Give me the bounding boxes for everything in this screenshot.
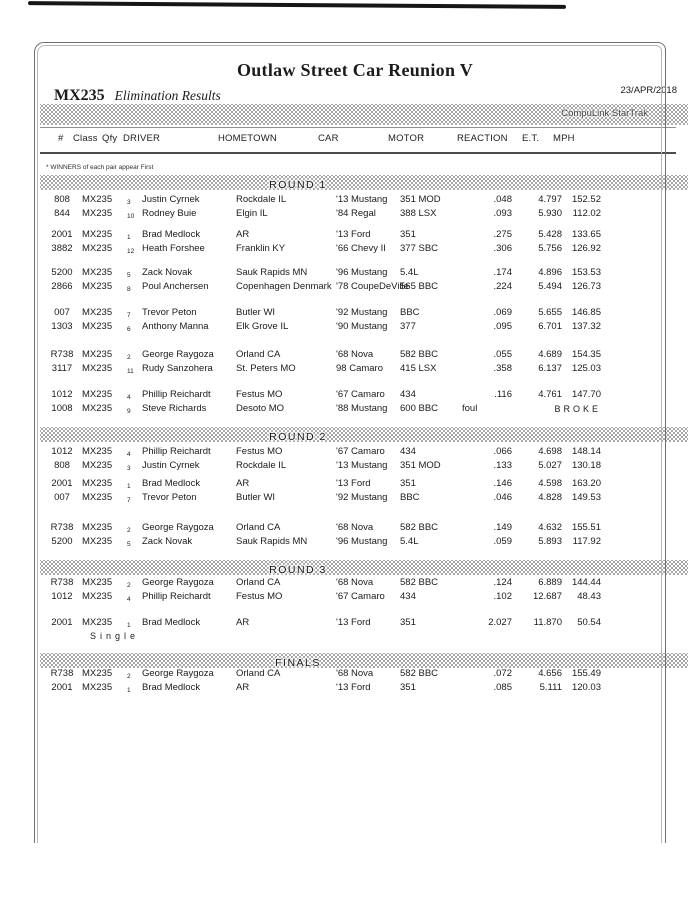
cell-motor: 5.4L [400,267,419,278]
cell-qfy: 3 [127,465,131,472]
cell-mph: BROKE [554,404,601,414]
cell-qfy: 3 [127,199,131,206]
cell-num: 808 [54,194,70,205]
cell-cls: MX235 [82,536,113,547]
column-header-reaction: REACTION [457,133,508,144]
column-header-motor: MOTOR [388,133,425,144]
cell-et: 6.889 [538,577,562,588]
result-row [40,446,688,458]
result-row [40,321,688,333]
cell-mph: 148.14 [571,446,601,457]
round-label: ROUND 2 [269,431,327,443]
cell-driver: Steve Richards [142,403,207,414]
halftone-band-header [40,104,688,125]
cell-hometown: Franklin KY [236,243,286,254]
column-header-: # [58,133,64,144]
cell-car: '13 Mustang [336,194,388,205]
cell-driver: Brad Medlock [142,682,201,693]
header-rule-top [40,127,676,128]
cell-mph: 153.53 [571,267,601,278]
cell-mph: 146.85 [571,307,601,318]
column-header-e-t: E.T. [522,133,540,144]
cell-cls: MX235 [82,591,113,602]
cell-hometown: Festus MO [236,389,283,400]
cell-qfy: 1 [127,234,131,241]
cell-driver: George Raygoza [142,522,214,533]
column-header-class: Class [73,133,98,144]
cell-motor: 600 BBC [400,403,439,414]
cell-driver: Trevor Peton [142,492,197,503]
cell-hometown: Festus MO [236,591,283,602]
cell-reaction: .224 [493,281,512,292]
round-label: FINALS [275,657,321,669]
cell-et: 4.656 [538,668,562,679]
result-row [40,267,688,279]
result-row [40,682,688,694]
cell-motor: 351 MOD [400,460,441,471]
round-band [40,653,688,668]
cell-driver: George Raygoza [142,577,214,588]
cell-et: 5.756 [538,243,562,254]
result-row [40,492,688,504]
cell-car: '13 Mustang [336,460,388,471]
cell-reaction: .069 [493,307,512,318]
result-row [40,281,688,293]
cell-driver: Zack Novak [142,267,193,278]
cell-num: 3117 [51,363,73,374]
event-title: Outlaw Street Car Reunion V [236,60,474,80]
round-band [40,175,688,190]
cell-reaction: .116 [494,389,512,400]
cell-hometown: Butler WI [236,492,276,503]
cell-et: 6.137 [538,363,562,374]
cell-num: 3882 [51,243,73,254]
cell-et: 12.687 [532,591,562,602]
cell-driver: Brad Medlock [142,478,201,489]
cell-hometown: Butler WI [236,307,276,318]
cell-et: 4.698 [538,446,562,457]
result-row [40,349,688,361]
cell-qfy: 5 [127,541,131,548]
cell-car: '96 Mustang [336,267,388,278]
cell-car: '13 Ford [336,478,371,489]
cell-cls: MX235 [82,229,113,240]
cell-cls: MX235 [82,267,113,278]
result-row [40,208,688,220]
cell-motor: 415 LSX [400,363,437,374]
cell-car: '68 Nova [336,577,374,588]
cell-cls: MX235 [82,403,113,414]
cell-cls: MX235 [82,307,113,318]
cell-car: '90 Mustang [336,321,388,332]
cell-motor: 377 [400,321,416,332]
cell-qfy: 4 [127,394,131,401]
cell-hometown: Orland CA [236,668,281,679]
cell-driver: Poul Anchersen [142,281,209,292]
cell-car: '92 Mustang [336,307,388,318]
cell-car: '67 Camaro [336,591,385,602]
cell-et: 5.428 [538,229,562,240]
cell-cls: MX235 [82,460,113,471]
cell-reaction: .095 [493,321,512,332]
cell-car: '13 Ford [336,617,371,628]
cell-num: 844 [54,208,70,219]
cell-qfy: 1 [127,622,131,629]
cell-car: '67 Camaro [336,446,385,457]
cell-motor: 351 [400,229,416,240]
cell-reaction: .149 [493,522,512,533]
cell-car: '88 Mustang [336,403,388,414]
cell-et: 6.701 [538,321,562,332]
column-header-driver: DRIVER [123,133,161,144]
cell-hometown: Sauk Rapids MN [236,267,308,278]
cell-num: 1012 [51,389,73,400]
report-date: 23/APR/2018 [620,85,677,96]
cell-cls: MX235 [82,668,113,679]
cell-num: 007 [54,492,70,503]
cell-hometown: Elgin IL [236,208,268,219]
cell-hometown: Sauk Rapids MN [236,536,308,547]
cell-reaction: foul [462,403,478,414]
cell-driver: Justin Cyrnek [142,460,200,471]
cell-et: 4.896 [538,267,562,278]
result-row [40,522,688,534]
cell-motor: 434 [400,591,416,602]
cell-et: 4.689 [538,349,562,360]
cell-mph: 126.92 [571,243,601,254]
cell-et: 11.870 [533,617,562,628]
result-row [40,307,688,319]
cell-reaction: .146 [493,478,512,489]
cell-motor: 582 BBC [400,577,439,588]
header-rule-bottom [40,152,676,154]
round-band [40,560,688,575]
result-row [40,243,688,255]
cell-car: '96 Mustang [336,536,388,547]
cell-qfy: 8 [127,286,131,293]
cell-mph: 125.03 [571,363,601,374]
cell-reaction: 2.027 [488,617,512,628]
cell-reaction: .066 [493,446,512,457]
cell-hometown: Orland CA [236,577,281,588]
cell-qfy: 1 [127,483,131,490]
cell-qfy: 2 [127,354,131,361]
cell-reaction: .093 [493,208,512,219]
cell-reaction: .059 [493,536,512,547]
cell-num: R738 [50,522,74,533]
cell-car: '84 Regal [336,208,376,219]
cell-motor: 388 LSX [400,208,437,219]
cell-num: 5200 [51,267,73,278]
class-code: MX235 [54,87,105,104]
cell-num: 5200 [51,536,73,547]
result-row [40,229,688,241]
cell-car: '13 Ford [336,229,371,240]
cell-qfy: 2 [127,582,131,589]
scan-edge-artifact [28,1,566,9]
cell-motor: 582 BBC [400,349,439,360]
cell-qfy: 2 [127,527,131,534]
cell-car: 98 Camaro [336,363,383,374]
cell-et: 4.828 [538,492,562,503]
column-header-car: CAR [318,133,339,144]
result-row [40,478,688,490]
cell-mph: 112.02 [572,208,601,219]
cell-motor: 434 [400,389,416,400]
cell-num: R738 [50,577,74,588]
cell-et: 5.027 [538,460,562,471]
cell-mph: 163.20 [571,478,601,489]
cell-cls: MX235 [82,321,113,332]
report-heading [54,87,221,105]
result-row [40,403,688,415]
cell-et: 5.893 [538,536,562,547]
cell-qfy: 7 [127,312,131,319]
round-label: ROUND 1 [269,179,327,191]
cell-hometown: Copenhagen Denmark [236,281,332,292]
cell-qfy: 4 [127,596,131,603]
cell-driver: Phillip Reichardt [142,389,211,400]
column-header-row [40,133,688,147]
cell-cls: MX235 [82,363,113,374]
cell-motor: BBC [400,307,420,318]
cell-motor: 351 [400,478,416,489]
cell-mph: 117.92 [572,536,601,547]
cell-cls: MX235 [82,522,113,533]
cell-driver: Rudy Sanzohera [142,363,213,374]
page-border-outer [34,42,666,843]
cell-driver: Phillip Reichardt [142,591,211,602]
column-header-hometown: HOMETOWN [218,133,277,144]
cell-driver: Brad Medlock [142,617,201,628]
column-header-qfy: Qfy [102,133,118,144]
cell-hometown: AR [236,617,250,628]
cell-reaction: .124 [493,577,512,588]
cell-reaction: .133 [493,460,512,471]
cell-qfy: 9 [127,408,131,415]
cell-cls: MX235 [82,194,113,205]
cell-num: 2001 [51,682,73,693]
cell-num: 2866 [51,281,73,292]
cell-num: 808 [54,460,70,471]
cell-reaction: .072 [493,668,512,679]
round-label: ROUND 3 [269,564,327,576]
cell-motor: 351 [400,617,416,628]
cell-et: 5.494 [538,281,562,292]
cell-car: '67 Camaro [336,389,385,400]
cell-reaction: .306 [493,243,512,254]
result-row [40,363,688,375]
cell-car: '66 Chevy II [336,243,386,254]
cell-qfy: 12 [127,248,135,255]
cell-mph: 154.35 [571,349,601,360]
cell-et: 5.930 [538,208,562,219]
cell-car: '68 Nova [336,668,374,679]
cell-driver: George Raygoza [142,349,214,360]
cell-cls: MX235 [82,208,113,219]
cell-et: 4.632 [538,522,562,533]
cell-mph: 155.49 [571,668,601,679]
cell-num: 1012 [51,446,73,457]
cell-motor: 582 BBC [400,668,439,679]
cell-num: 1008 [51,403,73,414]
cell-mph: 147.70 [571,389,601,400]
cell-et: 4.761 [538,389,562,400]
cell-hometown: Rockdale IL [236,194,287,205]
cell-driver: Zack Novak [142,536,193,547]
cell-num: 1303 [51,321,73,332]
result-row [40,460,688,472]
cell-qfy: 4 [127,451,131,458]
cell-mph: 149.53 [571,492,601,503]
cell-driver: Justin Cyrnek [142,194,200,205]
cell-reaction: .174 [493,267,512,278]
cell-mph: 120.03 [571,682,601,693]
cell-hometown: St. Peters MO [236,363,296,374]
report-subtitle: Elimination Results [114,88,221,103]
cell-reaction: .358 [493,363,512,374]
cell-mph: 137.32 [571,321,601,332]
cell-hometown: Orland CA [236,522,281,533]
cell-num: 2001 [51,478,73,489]
cell-mph: 155.51 [571,522,601,533]
cell-motor: 565 BBC [400,281,439,292]
cell-qfy: 7 [127,497,131,504]
cell-car: '78 CoupeDeVille [336,281,409,292]
cell-et: 4.598 [538,478,562,489]
cell-cls: MX235 [82,389,113,400]
cell-cls: MX235 [82,281,113,292]
cell-qfy: 1 [127,687,131,694]
cell-driver: Brad Medlock [142,229,201,240]
cell-reaction: .055 [493,349,512,360]
cell-et: 5.655 [538,307,562,318]
cell-cls: MX235 [82,349,113,360]
cell-num: R738 [50,349,74,360]
cell-num: 007 [54,307,70,318]
cell-reaction: .046 [493,492,512,503]
cell-driver: Phillip Reichardt [142,446,211,457]
cell-mph: 126.73 [571,281,601,292]
cell-num: R738 [50,668,74,679]
cell-num: 2001 [51,617,73,628]
cell-hometown: AR [236,682,250,693]
cell-qfy: 10 [127,213,135,220]
cell-qfy: 11 [127,368,134,375]
result-row [40,536,688,548]
result-row [40,577,688,589]
cell-car: '13 Ford [336,682,371,693]
result-row [40,389,688,401]
cell-cls: MX235 [82,682,113,693]
cell-hometown: AR [236,229,250,240]
cell-driver: George Raygoza [142,668,214,679]
cell-et: 5.111 [539,682,562,693]
cell-motor: BBC [400,492,420,503]
cell-mph: 48.43 [577,591,601,602]
cell-mph: 50.54 [577,617,601,628]
winners-note: * WINNERS of each pair appear First [46,164,154,171]
cell-hometown: Festus MO [236,446,283,457]
cell-motor: 5.4L [400,536,419,547]
cell-num: 2001 [51,229,73,240]
cell-qfy: 5 [127,272,131,279]
cell-motor: 377 SBC [400,243,439,254]
round-band [40,427,688,442]
cell-hometown: AR [236,478,250,489]
cell-hometown: Orland CA [236,349,281,360]
cell-reaction: .085 [493,682,512,693]
cell-num: 1012 [51,591,73,602]
cell-driver: Rodney Buie [142,208,197,219]
cell-cls: MX235 [82,243,113,254]
cell-motor: 582 BBC [400,522,439,533]
timing-system-brand: CompuLink StarTrak [561,108,648,119]
cell-reaction: .275 [493,229,512,240]
cell-mph: 130.18 [571,460,601,471]
cell-motor: 434 [400,446,416,457]
cell-motor: 351 MOD [400,194,441,205]
cell-car: '92 Mustang [336,492,388,503]
cell-car: '68 Nova [336,522,374,533]
result-row [40,617,688,641]
column-header-mph: MPH [553,133,575,144]
cell-cls: MX235 [82,478,113,489]
result-row [40,591,688,603]
cell-et: 4.797 [538,194,562,205]
cell-hometown: Rockdale IL [236,460,287,471]
result-row [40,668,688,680]
single-run-note: Single [90,631,140,641]
cell-qfy: 2 [127,673,131,680]
cell-hometown: Desoto MO [236,403,285,414]
cell-cls: MX235 [82,492,113,503]
cell-driver: Heath Forshee [142,243,205,254]
cell-cls: MX235 [82,617,113,628]
cell-mph: 133.65 [571,229,601,240]
cell-cls: MX235 [82,577,113,588]
cell-car: '68 Nova [336,349,374,360]
cell-hometown: Elk Grove IL [236,321,289,332]
cell-reaction: .102 [493,591,512,602]
cell-driver: Anthony Manna [142,321,209,332]
cell-driver: Trevor Peton [142,307,197,318]
cell-mph: 144.44 [571,577,601,588]
cell-mph: 152.52 [571,194,601,205]
cell-motor: 351 [400,682,416,693]
result-row [40,194,688,206]
cell-cls: MX235 [82,446,113,457]
cell-qfy: 6 [127,326,131,333]
cell-reaction: .048 [493,194,512,205]
